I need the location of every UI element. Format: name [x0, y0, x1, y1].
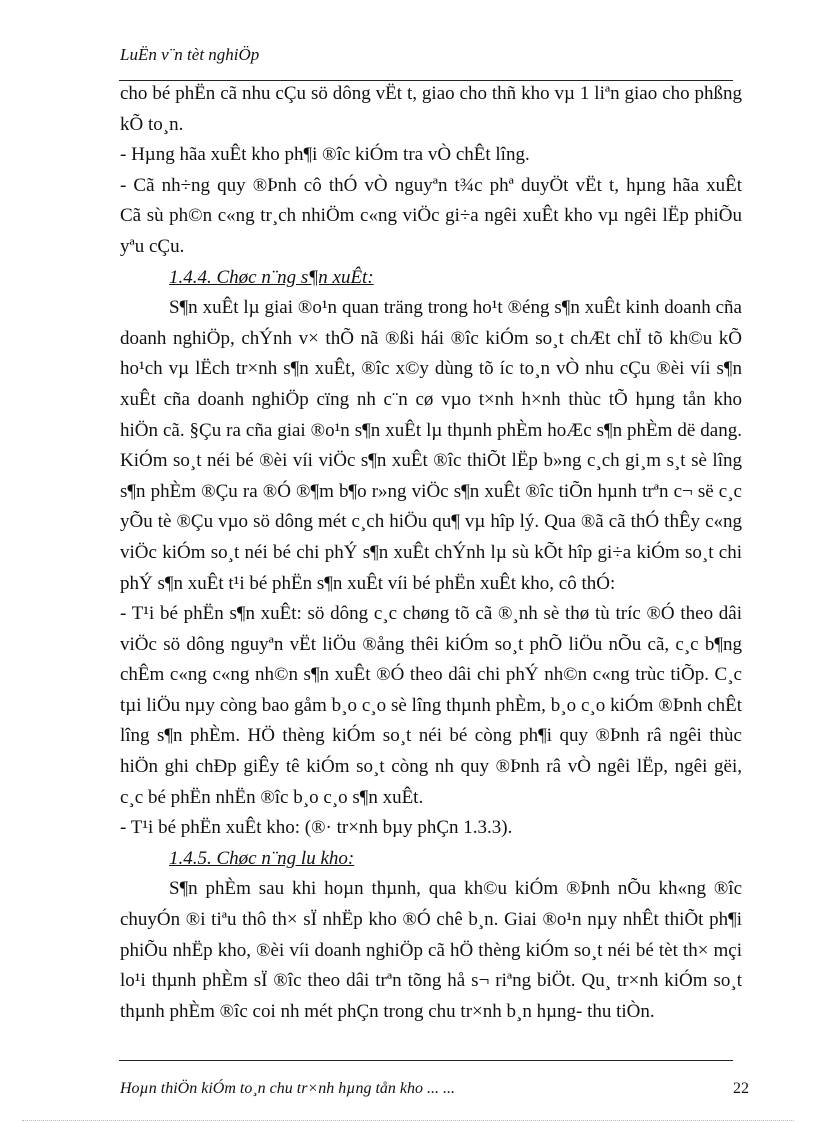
text-line: ho¹ch vµ lËch tr×nh s¶n xuÊt, ®îc x©y dùng tõ íc to¸n vÒ nhu cÇu ®èi víi s¶n [120, 358, 742, 380]
text-line: - T¹i bé phËn xuÊt kho: (®· tr×nh bµy phÇn 1.3.3). [120, 817, 513, 839]
text-line: chÊm c«ng c«ng nh©n s¶n xuÊt ®Ó theo dâi chi phÝ nh©n c«ng trùc tiÕp. C¸c [120, 664, 742, 686]
text-line: cho bé phËn cã nhu cÇu sö dông vËt t, giao cho thñ kho vµ 1 liªn giao cho phßng [120, 83, 742, 104]
text-line: S¶n phÈm sau khi hoµn thµnh, qua kh©u kiÓm ®Þnh nÕu kh«ng ®îc [169, 878, 742, 900]
text-line: S¶n xuÊt lµ giai ®o¹n quan träng trong ho¹t ®éng s¶n xuÊt kinh doanh cña [169, 297, 742, 319]
running-header: LuËn v¨n tèt nghiÖp [120, 45, 260, 64]
text-line: yªu cÇu. [120, 235, 185, 257]
text-line: KiÓm so¸t néi bé ®èi víi viÖc s¶n xuÊt ®îc thiÕt lËp b»ng c¸ch gi¸m s¸t sè lîng [120, 450, 742, 472]
text-line: - Cã nh÷ng quy ®Þnh cô thÓ vÒ nguyªn t¾c phª duyÖt vËt t, hµng hãa xuÊt [120, 174, 742, 196]
body-text [120, 79, 742, 1027]
text-line: chuyÓn ®i tiªu thô th× sÏ nhËp kho ®Ó chê b¸n. Giai ®o¹n nµy nhÊt thiÕt ph¶i [120, 909, 742, 931]
text-line: thµnh phÈm ®îc coi nh mét phÇn trong chu tr×nh b¸n hµng- thu tiÒn. [120, 1000, 655, 1022]
page-edge-divider [22, 1120, 794, 1121]
text-line: - Hµng hãa xuÊt kho ph¶i ®îc kiÓm tra vÒ chÊt lîng. [120, 144, 530, 166]
text-line: phiÕu nhËp kho, ®èi víi doanh nghiÖp cã hÖ thèng kiÓm so¸t néi bé tèt th× mçi [120, 939, 742, 961]
text-line: phÝ s¶n xuÊt t¹i bé phËn s¶n xuÊt víi bé phËn xuÊt kho, cô thÓ: [120, 572, 616, 594]
text-line: viÖc kiÓm so¸t néi bé chi phÝ s¶n xuÊt chÝnh lµ sù kÕt hîp gi÷a kiÓm so¸t chi [120, 541, 742, 563]
text-line: xuÊt cña doanh nghiÖp cïng nh c¨n cø vµo t×nh h×nh thùc tÕ hµng tån kho [120, 388, 742, 410]
text-line: lo¹i thµnh phÈm sÏ ®îc theo dâi trªn tõng hå s¬ riªng biÖt. Qu¸ tr×nh kiÓm so¸t [120, 970, 742, 992]
text-line: yÕu tè ®Çu vµo sö dông mét c¸ch hiÖu qu¶ vµ hîp lý. Qua ®ã cã thÓ thÊy c«ng [120, 511, 742, 533]
text-line: tµi liÖu nµy còng bao gåm b¸o c¸o sè lîng thµnh phÈm, b¸o c¸o kiÓm ®Þnh chÊt [120, 694, 742, 716]
text-line: hiÖn cã. §Çu ra cña giai ®o¹n s¶n xuÊt lµ thµnh phÈm hoÆc s¶n phÈm dë dang. [120, 419, 742, 441]
page-number: 22 [733, 1080, 749, 1097]
text-line: viÖc sö dông nguyªn vËt liÖu ®ång thêi kiÓm so¸t phÕ liÖu nÕu cã, c¸c b¶ng [120, 633, 742, 655]
text-line: kÕ to¸n. [120, 113, 184, 135]
text-line: c¸c bé phËn nhËn ®îc b¸o c¸o s¶n xuÊt. [120, 786, 424, 808]
footer-rule [119, 1060, 733, 1061]
section-heading: 1.4.5. Chøc n¨ng lu kho: [169, 847, 355, 869]
running-footer: Hoµn thiÖn kiÓm to¸n chu tr×nh hµng tån kho ... ... [120, 1080, 455, 1097]
section-heading: 1.4.4. Chøc n¨ng s¶n xuÊt: [169, 266, 374, 288]
text-line: Cã sù ph©n c«ng tr¸ch nhiÖm c«ng viÖc gi÷a ngêi xuÊt kho vµ ngêi lËp phiÕu [120, 205, 742, 227]
text-line: - T¹i bé phËn s¶n xuÊt: sö dông c¸c chøng tõ cã ®¸nh sè thø tù tríc ®Ó theo dâi [120, 603, 742, 625]
text-line: lîng s¶n phÈm. HÖ thèng kiÓm so¸t néi bé còng ph¶i quy ®Þnh râ ngêi thùc [120, 725, 742, 747]
text-line: hiÖn ghi chÐp giÊy tê kiÓm so¸t còng nh quy ®Þnh râ vÒ ngêi lËp, ngêi gëi, [120, 756, 742, 778]
text-line: s¶n phÈm ®Çu ra ®Ó ®¶m b¶o r»ng viÖc s¶n xuÊt ®îc tiÕn hµnh trªn c¬ së c¸c [120, 480, 742, 502]
text-line: doanh nghiÖp, chÝnh v× thÕ nã ®ßi hái ®îc kiÓm so¸t chÆt chÏ tõ kh©u kÕ [120, 327, 742, 349]
